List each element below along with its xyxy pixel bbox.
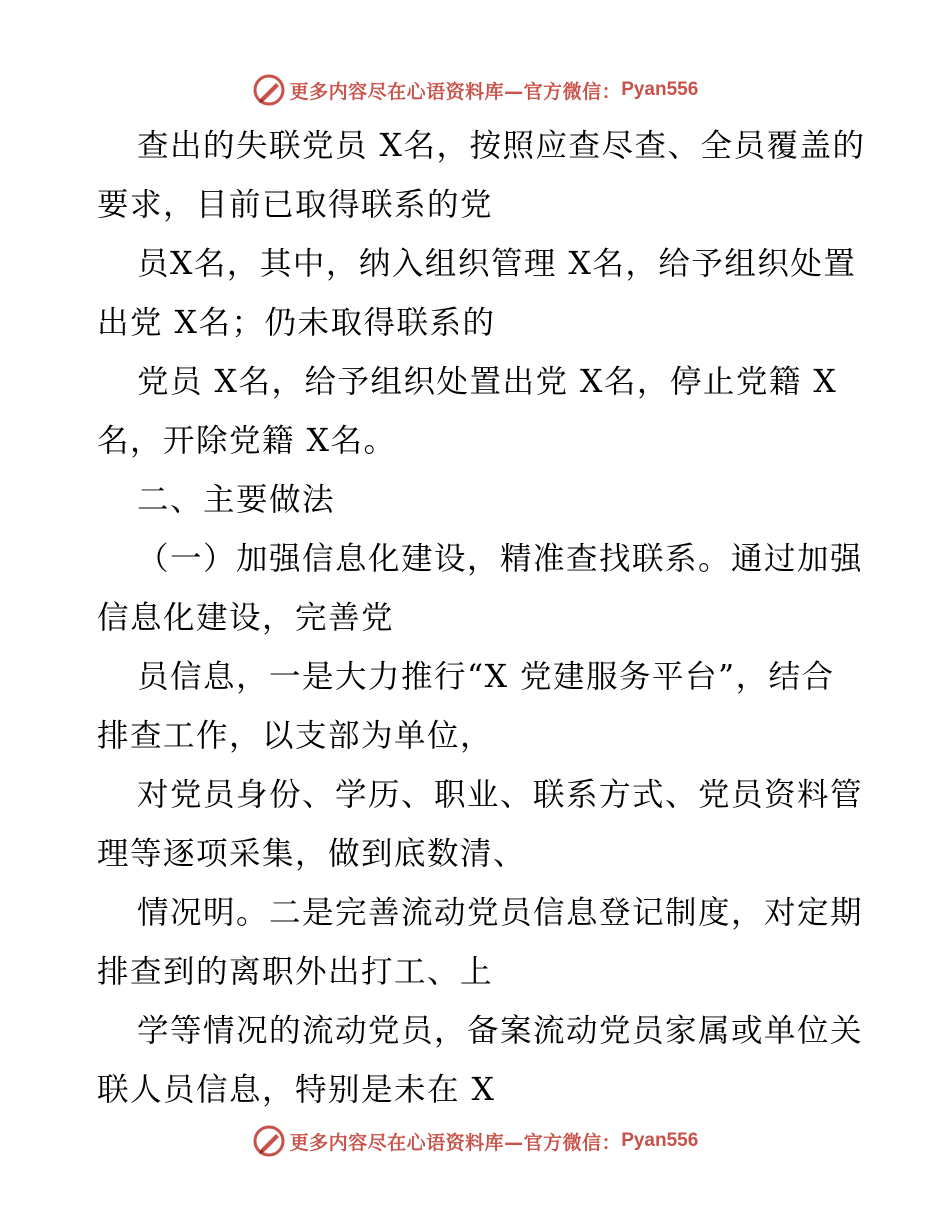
paragraph: 员X名，其中，纳入组织管理 X名，给予组织处置出党 X名；仍未取得联系的 xyxy=(97,246,857,341)
paragraph: 党员 X名，给予组织处置出党 X名，停止党籍 X名，开除党籍 X名。 xyxy=(97,364,838,459)
paragraph: 员信息，一是大力推行“X 党建服务平台”，结合排查工作，以支部为单位， xyxy=(97,659,835,754)
pen-logo-icon xyxy=(252,73,286,107)
paragraph: 情况明。二是完善流动党员信息登记制度，对定期排查到的离职外出打工、上 xyxy=(97,895,864,990)
footer-banner-text: 更多内容尽在心语资料库—官方微信： xyxy=(289,1131,622,1154)
paragraph: 学等情况的流动党员，备案流动党员家属或单位关联人员信息，特别是未在 X xyxy=(97,1013,864,1108)
header-banner xyxy=(0,72,950,108)
subsection-heading: （一）加强信息化建设，精准查找联系。通过加强信息化建设，完善党 xyxy=(97,541,864,636)
section-heading: 二、主要做法 xyxy=(137,482,336,518)
footer-banner xyxy=(0,1123,950,1159)
paragraph: 查出的失联党员 X名，按照应查尽查、全员覆盖的要求，目前已取得联系的党 xyxy=(97,128,866,223)
pen-logo-icon xyxy=(252,1124,286,1158)
document-body xyxy=(97,117,867,1120)
paragraph: 对党员身份、学历、职业、联系方式、党员资料管理等逐项采集，做到底数清、 xyxy=(97,777,864,872)
footer-wechat-id: Pyan556 xyxy=(621,1130,699,1151)
header-banner-text: 更多内容尽在心语资料库—官方微信： xyxy=(289,80,622,103)
header-wechat-id: Pyan556 xyxy=(621,79,699,100)
